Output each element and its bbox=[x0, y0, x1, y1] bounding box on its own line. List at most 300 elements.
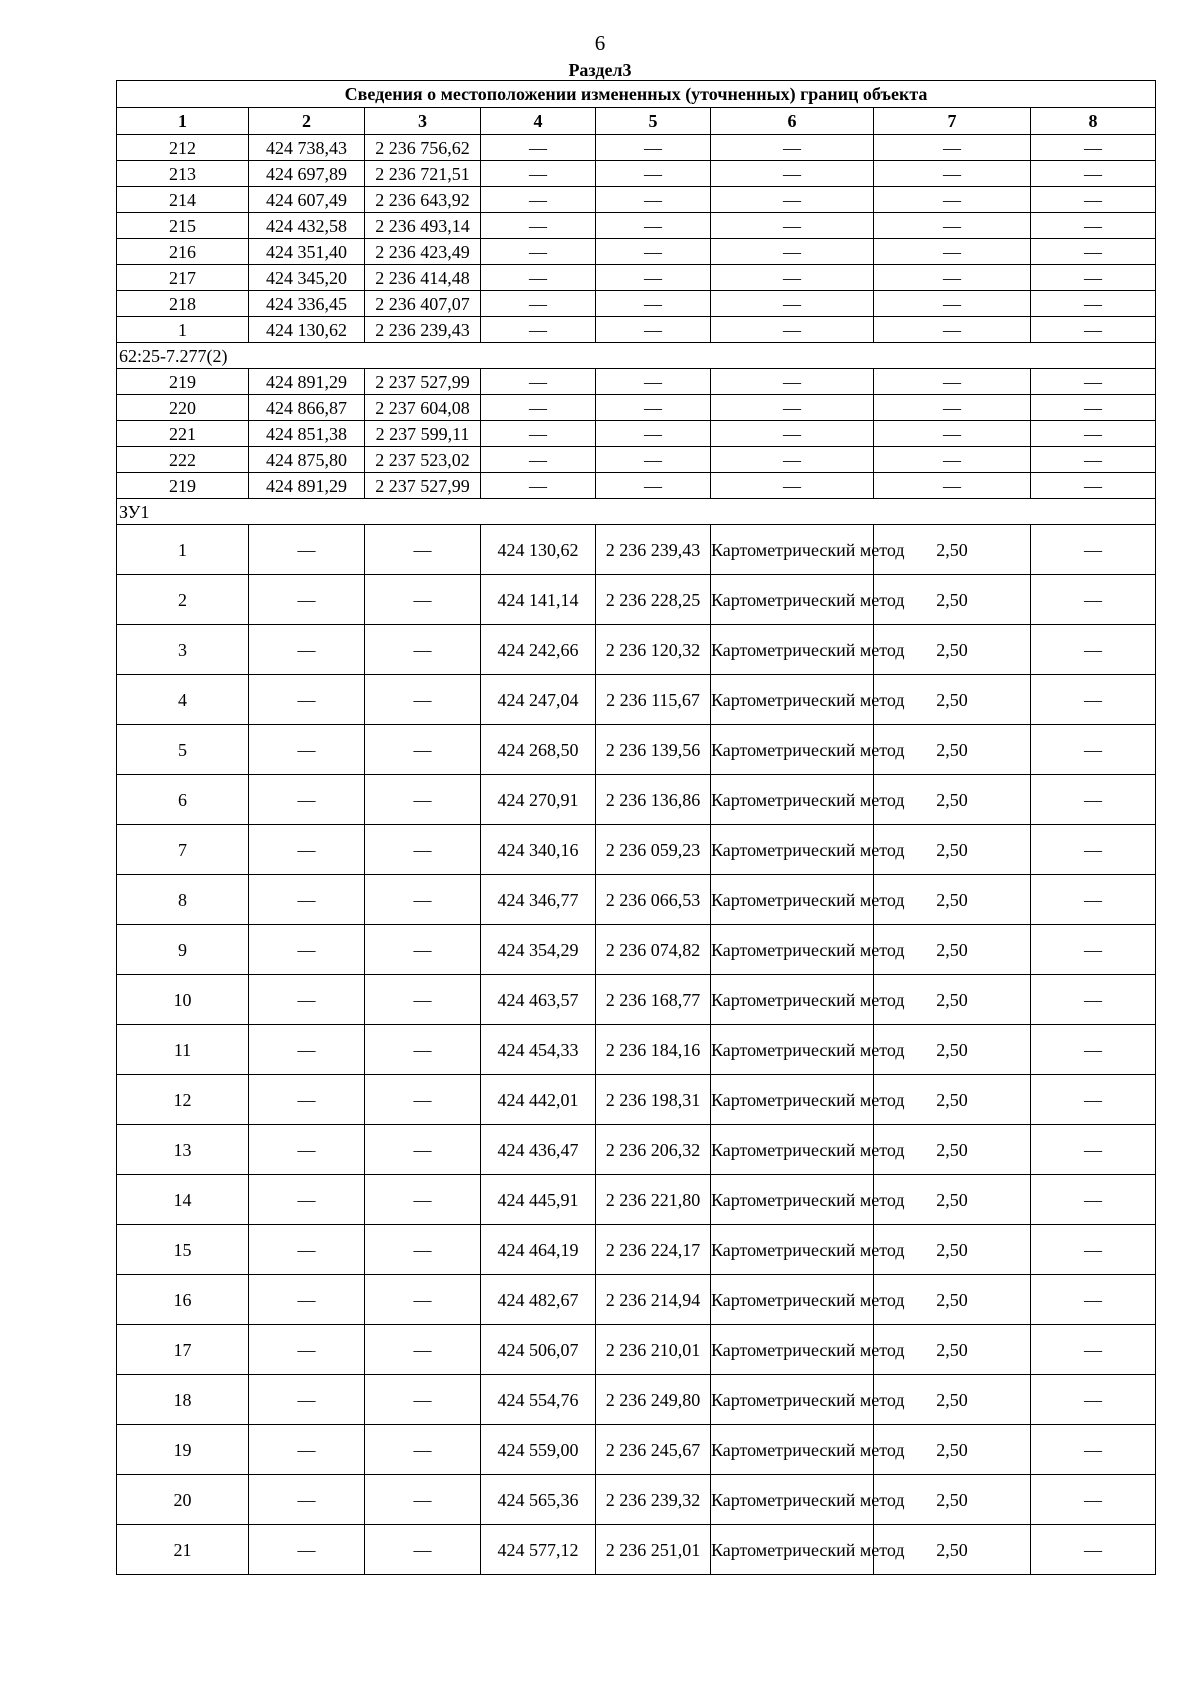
table-cell: — bbox=[596, 161, 711, 187]
column-number: 6 bbox=[711, 108, 874, 135]
table-cell: 2 bbox=[117, 575, 249, 625]
table-row bbox=[117, 575, 1156, 625]
table-cell: 2 236 239,32 bbox=[596, 1475, 711, 1525]
table-cell: — bbox=[874, 369, 1031, 395]
table-cell: — bbox=[596, 291, 711, 317]
table-cell: 424 268,50 bbox=[481, 725, 596, 775]
table-cell: 2,50 bbox=[874, 775, 1031, 825]
table-cell: 214 bbox=[117, 187, 249, 213]
table-cell: 424 464,19 bbox=[481, 1225, 596, 1275]
table-cell: — bbox=[874, 395, 1031, 421]
table-cell: 221 bbox=[117, 421, 249, 447]
table-cell: — bbox=[596, 135, 711, 161]
table-cell: 2 236 210,01 bbox=[596, 1325, 711, 1375]
table-cell: Картометрический метод bbox=[711, 1375, 874, 1425]
table-cell: — bbox=[711, 239, 874, 265]
column-number: 1 bbox=[117, 108, 249, 135]
table-cell: 19 bbox=[117, 1425, 249, 1475]
table-cell: Картометрический метод bbox=[711, 1475, 874, 1525]
table-row bbox=[117, 1175, 1156, 1225]
table-cell: 2,50 bbox=[874, 1225, 1031, 1275]
table-cell: Картометрический метод bbox=[711, 575, 874, 625]
table-cell: — bbox=[711, 317, 874, 343]
table-cell: 2 236 239,43 bbox=[596, 525, 711, 575]
table-cell: — bbox=[1031, 265, 1156, 291]
table-cell: 2 236 423,49 bbox=[365, 239, 481, 265]
table-cell: 2,50 bbox=[874, 1375, 1031, 1425]
table-cell: — bbox=[249, 625, 365, 675]
table-cell: 424 436,47 bbox=[481, 1125, 596, 1175]
table-cell: — bbox=[481, 369, 596, 395]
group-label: 62:25-7.277(2) bbox=[117, 343, 1156, 369]
column-number-row bbox=[117, 108, 1156, 135]
table-cell: — bbox=[1031, 1525, 1156, 1575]
table-cell: 2 236 115,67 bbox=[596, 675, 711, 725]
table-cell: — bbox=[874, 317, 1031, 343]
table-cell: — bbox=[365, 1475, 481, 1525]
table-cell: 2,50 bbox=[874, 1125, 1031, 1175]
table-cell: 2 236 407,07 bbox=[365, 291, 481, 317]
table-cell: — bbox=[1031, 975, 1156, 1025]
table-cell: — bbox=[1031, 1475, 1156, 1525]
table-cell: — bbox=[249, 775, 365, 825]
page-number: 6 bbox=[594, 31, 606, 55]
table-cell: — bbox=[481, 447, 596, 473]
table-row bbox=[117, 421, 1156, 447]
table-cell: — bbox=[874, 421, 1031, 447]
table-cell: — bbox=[874, 213, 1031, 239]
table-cell: — bbox=[481, 291, 596, 317]
table-cell: 424 242,66 bbox=[481, 625, 596, 675]
table-cell: — bbox=[249, 1075, 365, 1125]
table-cell: — bbox=[481, 187, 596, 213]
table-cell: 2 236 643,92 bbox=[365, 187, 481, 213]
table-cell: 2,50 bbox=[874, 1525, 1031, 1575]
table-row bbox=[117, 317, 1156, 343]
table-cell: — bbox=[249, 1125, 365, 1175]
table-cell: 424 482,67 bbox=[481, 1275, 596, 1325]
table-cell: — bbox=[1031, 213, 1156, 239]
table-cell: — bbox=[596, 239, 711, 265]
table-cell: — bbox=[596, 473, 711, 499]
table-cell: 2 236 414,48 bbox=[365, 265, 481, 291]
table-cell: 2 236 206,32 bbox=[596, 1125, 711, 1175]
table-cell: 424 445,91 bbox=[481, 1175, 596, 1225]
table-cell: — bbox=[711, 187, 874, 213]
table-cell: 2 237 599,11 bbox=[365, 421, 481, 447]
table-cell: — bbox=[365, 825, 481, 875]
table-cell: — bbox=[249, 575, 365, 625]
table-cell: Картометрический метод bbox=[711, 1175, 874, 1225]
table-cell: — bbox=[711, 291, 874, 317]
table-cell: — bbox=[1031, 291, 1156, 317]
table-cell: — bbox=[1031, 1125, 1156, 1175]
group-label-row bbox=[117, 499, 1156, 525]
table-cell: 1 bbox=[117, 525, 249, 575]
table-row bbox=[117, 395, 1156, 421]
table-cell: — bbox=[365, 875, 481, 925]
table-cell: 2,50 bbox=[874, 1325, 1031, 1375]
table-cell: 2 236 184,16 bbox=[596, 1025, 711, 1075]
table-cell: 424 697,89 bbox=[249, 161, 365, 187]
section-title: Раздел3 bbox=[568, 60, 632, 80]
table-cell: — bbox=[249, 1275, 365, 1325]
table-cell: Картометрический метод bbox=[711, 875, 874, 925]
table-cell: 213 bbox=[117, 161, 249, 187]
table-cell: — bbox=[711, 447, 874, 473]
table-cell: 14 bbox=[117, 1175, 249, 1225]
table-row bbox=[117, 1275, 1156, 1325]
table-cell: — bbox=[365, 725, 481, 775]
table-cell: 219 bbox=[117, 473, 249, 499]
table-cell: — bbox=[365, 1125, 481, 1175]
table-cell: — bbox=[249, 1525, 365, 1575]
table-cell: — bbox=[1031, 1025, 1156, 1075]
table-cell: — bbox=[365, 1525, 481, 1575]
table-cell: 2,50 bbox=[874, 1425, 1031, 1475]
table-cell: — bbox=[481, 395, 596, 421]
table-cell: 2 236 136,86 bbox=[596, 775, 711, 825]
table-cell: Картометрический метод bbox=[711, 775, 874, 825]
group-label-row bbox=[117, 343, 1156, 369]
table-cell: 424 463,57 bbox=[481, 975, 596, 1025]
table-cell: 424 354,29 bbox=[481, 925, 596, 975]
table-cell: — bbox=[711, 135, 874, 161]
table-cell: Картометрический метод bbox=[711, 675, 874, 725]
table-cell: 2,50 bbox=[874, 1175, 1031, 1225]
table-cell: 424 340,16 bbox=[481, 825, 596, 875]
table-cell: 2,50 bbox=[874, 625, 1031, 675]
table-cell: — bbox=[1031, 369, 1156, 395]
table-cell: Картометрический метод bbox=[711, 1225, 874, 1275]
table-cell: 2 236 168,77 bbox=[596, 975, 711, 1025]
table-cell: — bbox=[596, 395, 711, 421]
table-cell: — bbox=[711, 369, 874, 395]
table-cell: 2,50 bbox=[874, 925, 1031, 975]
table-cell: 2,50 bbox=[874, 1025, 1031, 1075]
table-cell: 212 bbox=[117, 135, 249, 161]
table-cell: — bbox=[596, 317, 711, 343]
table-cell: — bbox=[1031, 161, 1156, 187]
table-cell: 424 247,04 bbox=[481, 675, 596, 725]
table-cell: — bbox=[874, 447, 1031, 473]
table-cell: 2 236 251,01 bbox=[596, 1525, 711, 1575]
table-cell: 424 577,12 bbox=[481, 1525, 596, 1575]
table-cell: — bbox=[481, 135, 596, 161]
table-cell: — bbox=[1031, 239, 1156, 265]
table-cell: — bbox=[481, 473, 596, 499]
table-body bbox=[117, 135, 1156, 1575]
table-cell: 4 bbox=[117, 675, 249, 725]
table-row bbox=[117, 135, 1156, 161]
table-cell: — bbox=[365, 925, 481, 975]
table-cell: 12 bbox=[117, 1075, 249, 1125]
table-cell: — bbox=[874, 187, 1031, 213]
table-cell: 2 236 074,82 bbox=[596, 925, 711, 975]
table-cell: Картометрический метод bbox=[711, 1025, 874, 1075]
table-cell: — bbox=[365, 675, 481, 725]
table-cell: — bbox=[711, 395, 874, 421]
table-row bbox=[117, 775, 1156, 825]
table-cell: 2 236 066,53 bbox=[596, 875, 711, 925]
table-cell: — bbox=[1031, 575, 1156, 625]
table-cell: 424 351,40 bbox=[249, 239, 365, 265]
table-row bbox=[117, 525, 1156, 575]
table-row bbox=[117, 1025, 1156, 1075]
table-cell: — bbox=[1031, 395, 1156, 421]
table-cell: 2 236 228,25 bbox=[596, 575, 711, 625]
table-row bbox=[117, 213, 1156, 239]
table-cell: 2,50 bbox=[874, 1075, 1031, 1125]
table-cell: — bbox=[874, 161, 1031, 187]
table-cell: — bbox=[874, 135, 1031, 161]
table-cell: 10 bbox=[117, 975, 249, 1025]
table-row bbox=[117, 473, 1156, 499]
table-row bbox=[117, 369, 1156, 395]
table-cell: 2 236 224,17 bbox=[596, 1225, 711, 1275]
table-cell: 424 891,29 bbox=[249, 473, 365, 499]
table-row bbox=[117, 725, 1156, 775]
table-cell: — bbox=[596, 421, 711, 447]
table-cell: 2,50 bbox=[874, 1475, 1031, 1525]
group-label: ЗУ1 bbox=[117, 499, 1156, 525]
table-cell: — bbox=[249, 1225, 365, 1275]
table-cell: — bbox=[249, 825, 365, 875]
table-cell: 20 bbox=[117, 1475, 249, 1525]
table-cell: 2 236 139,56 bbox=[596, 725, 711, 775]
table-cell: 2 237 527,99 bbox=[365, 369, 481, 395]
table-cell: — bbox=[1031, 317, 1156, 343]
table-cell: 424 866,87 bbox=[249, 395, 365, 421]
table-cell: 2 236 721,51 bbox=[365, 161, 481, 187]
table-cell: — bbox=[365, 1325, 481, 1375]
column-number: 5 bbox=[596, 108, 711, 135]
table-cell: — bbox=[874, 473, 1031, 499]
table-cell: — bbox=[596, 447, 711, 473]
table-cell: — bbox=[481, 239, 596, 265]
table-cell: 424 559,00 bbox=[481, 1425, 596, 1475]
table-cell: — bbox=[365, 525, 481, 575]
table-cell: — bbox=[481, 213, 596, 239]
table-row bbox=[117, 925, 1156, 975]
table-cell: — bbox=[1031, 421, 1156, 447]
table-cell: Картометрический метод bbox=[711, 1075, 874, 1125]
table-cell: — bbox=[249, 525, 365, 575]
table-cell: 424 891,29 bbox=[249, 369, 365, 395]
table-row bbox=[117, 1375, 1156, 1425]
table-cell: 2,50 bbox=[874, 875, 1031, 925]
table-cell: 2 236 249,80 bbox=[596, 1375, 711, 1425]
table-cell: 2 236 221,80 bbox=[596, 1175, 711, 1225]
table-cell: Картометрический метод bbox=[711, 1125, 874, 1175]
table-cell: — bbox=[481, 161, 596, 187]
table-cell: Картометрический метод bbox=[711, 625, 874, 675]
table-cell: 424 345,20 bbox=[249, 265, 365, 291]
table-cell: 5 bbox=[117, 725, 249, 775]
table-cell: — bbox=[1031, 1375, 1156, 1425]
table-row bbox=[117, 1425, 1156, 1475]
table-cell: — bbox=[365, 625, 481, 675]
table-cell: 7 bbox=[117, 825, 249, 875]
table-cell: — bbox=[596, 265, 711, 291]
table-cell: — bbox=[1031, 825, 1156, 875]
table-cell: 8 bbox=[117, 875, 249, 925]
table-cell: 17 bbox=[117, 1325, 249, 1375]
table-cell: — bbox=[596, 213, 711, 239]
table-row bbox=[117, 625, 1156, 675]
table-cell: — bbox=[711, 213, 874, 239]
table-cell: — bbox=[481, 317, 596, 343]
table-cell: — bbox=[874, 239, 1031, 265]
table-cell: — bbox=[711, 161, 874, 187]
table-cell: — bbox=[249, 675, 365, 725]
table-cell: — bbox=[1031, 473, 1156, 499]
table-row bbox=[117, 675, 1156, 725]
table-cell: 21 bbox=[117, 1525, 249, 1575]
coordinates-table bbox=[116, 80, 1156, 1575]
table-cell: — bbox=[711, 473, 874, 499]
table-cell: 9 bbox=[117, 925, 249, 975]
table-row bbox=[117, 1475, 1156, 1525]
table-cell: Картометрический метод bbox=[711, 525, 874, 575]
column-number: 3 bbox=[365, 108, 481, 135]
table-row bbox=[117, 187, 1156, 213]
table-row bbox=[117, 825, 1156, 875]
table-cell: 2 236 120,32 bbox=[596, 625, 711, 675]
table-cell: — bbox=[481, 265, 596, 291]
table-row bbox=[117, 265, 1156, 291]
table-cell: 2 236 245,67 bbox=[596, 1425, 711, 1475]
column-number: 8 bbox=[1031, 108, 1156, 135]
table-cell: — bbox=[365, 1425, 481, 1475]
table-cell: 3 bbox=[117, 625, 249, 675]
table-cell: 424 738,43 bbox=[249, 135, 365, 161]
table-cell: — bbox=[711, 265, 874, 291]
table-cell: 219 bbox=[117, 369, 249, 395]
table-cell: — bbox=[249, 925, 365, 975]
table-cell: — bbox=[365, 1375, 481, 1425]
table-cell: 424 875,80 bbox=[249, 447, 365, 473]
table-cell: 2 236 239,43 bbox=[365, 317, 481, 343]
table-cell: — bbox=[365, 1025, 481, 1075]
table-cell: 424 346,77 bbox=[481, 875, 596, 925]
table-cell: — bbox=[1031, 1325, 1156, 1375]
table-cell: — bbox=[481, 421, 596, 447]
table-cell: — bbox=[1031, 1225, 1156, 1275]
table-cell: — bbox=[365, 575, 481, 625]
table-cell: — bbox=[249, 1025, 365, 1075]
table-row bbox=[117, 161, 1156, 187]
table-cell: 16 bbox=[117, 1275, 249, 1325]
table-cell: 216 bbox=[117, 239, 249, 265]
table-cell: — bbox=[1031, 1275, 1156, 1325]
table-cell: 424 506,07 bbox=[481, 1325, 596, 1375]
table-row bbox=[117, 447, 1156, 473]
table-cell: 2,50 bbox=[874, 675, 1031, 725]
table-cell: Картометрический метод bbox=[711, 975, 874, 1025]
table-cell: 218 bbox=[117, 291, 249, 317]
table-cell: — bbox=[874, 265, 1031, 291]
table-cell: — bbox=[1031, 875, 1156, 925]
table-cell: 2 237 527,99 bbox=[365, 473, 481, 499]
table-cell: 220 bbox=[117, 395, 249, 421]
table-row bbox=[117, 875, 1156, 925]
table-cell: 424 454,33 bbox=[481, 1025, 596, 1075]
table-row bbox=[117, 975, 1156, 1025]
table-cell: — bbox=[1031, 925, 1156, 975]
table-cell: — bbox=[249, 975, 365, 1025]
table-cell: — bbox=[596, 369, 711, 395]
table-row bbox=[117, 1225, 1156, 1275]
table-cell: — bbox=[596, 187, 711, 213]
table-cell: 2,50 bbox=[874, 725, 1031, 775]
table-cell: 424 554,76 bbox=[481, 1375, 596, 1425]
table-cell: 2,50 bbox=[874, 1275, 1031, 1325]
table-cell: — bbox=[365, 775, 481, 825]
table-cell: — bbox=[1031, 1075, 1156, 1125]
table-cell: 2,50 bbox=[874, 975, 1031, 1025]
table-cell: Картометрический метод bbox=[711, 825, 874, 875]
table-cell: — bbox=[1031, 625, 1156, 675]
table-cell: 2 236 059,23 bbox=[596, 825, 711, 875]
table-row bbox=[117, 239, 1156, 265]
table-cell: — bbox=[1031, 447, 1156, 473]
table-cell: Картометрический метод bbox=[711, 1525, 874, 1575]
table-cell: 11 bbox=[117, 1025, 249, 1075]
table-cell: Картометрический метод bbox=[711, 1425, 874, 1475]
table-cell: 1 bbox=[117, 317, 249, 343]
table-cell: Картометрический метод bbox=[711, 1325, 874, 1375]
column-number: 4 bbox=[481, 108, 596, 135]
table-cell: 424 442,01 bbox=[481, 1075, 596, 1125]
table-row bbox=[117, 291, 1156, 317]
table-cell: 424 565,36 bbox=[481, 1475, 596, 1525]
table-cell: 424 607,49 bbox=[249, 187, 365, 213]
table-cell: 2 236 756,62 bbox=[365, 135, 481, 161]
table-cell: — bbox=[249, 1325, 365, 1375]
table-row bbox=[117, 1325, 1156, 1375]
table-cell: 2 237 604,08 bbox=[365, 395, 481, 421]
table-cell: 2 237 523,02 bbox=[365, 447, 481, 473]
table-cell: — bbox=[365, 1225, 481, 1275]
table-cell: 424 270,91 bbox=[481, 775, 596, 825]
table-cell: 424 851,38 bbox=[249, 421, 365, 447]
table-cell: — bbox=[249, 725, 365, 775]
table-cell: 13 bbox=[117, 1125, 249, 1175]
table-cell: Картометрический метод bbox=[711, 1275, 874, 1325]
table-cell: 424 130,62 bbox=[249, 317, 365, 343]
table-cell: — bbox=[249, 1475, 365, 1525]
table-cell: 424 130,62 bbox=[481, 525, 596, 575]
table-cell: — bbox=[1031, 1425, 1156, 1475]
table-cell: 15 bbox=[117, 1225, 249, 1275]
table-cell: Картометрический метод bbox=[711, 925, 874, 975]
table-cell: — bbox=[1031, 775, 1156, 825]
table-caption: Сведения о местоположении измененных (уточненных) границ объекта bbox=[117, 81, 1156, 108]
table-cell: — bbox=[249, 1375, 365, 1425]
table-cell: — bbox=[711, 421, 874, 447]
table-cell: — bbox=[1031, 187, 1156, 213]
table-cell: — bbox=[1031, 1175, 1156, 1225]
table-cell: — bbox=[1031, 675, 1156, 725]
table-cell: — bbox=[365, 1175, 481, 1225]
table-cell: 2 236 214,94 bbox=[596, 1275, 711, 1325]
table-cell: 424 336,45 bbox=[249, 291, 365, 317]
table-row bbox=[117, 1075, 1156, 1125]
table-cell: 217 bbox=[117, 265, 249, 291]
table-cell: 2 236 493,14 bbox=[365, 213, 481, 239]
table-cell: 18 bbox=[117, 1375, 249, 1425]
